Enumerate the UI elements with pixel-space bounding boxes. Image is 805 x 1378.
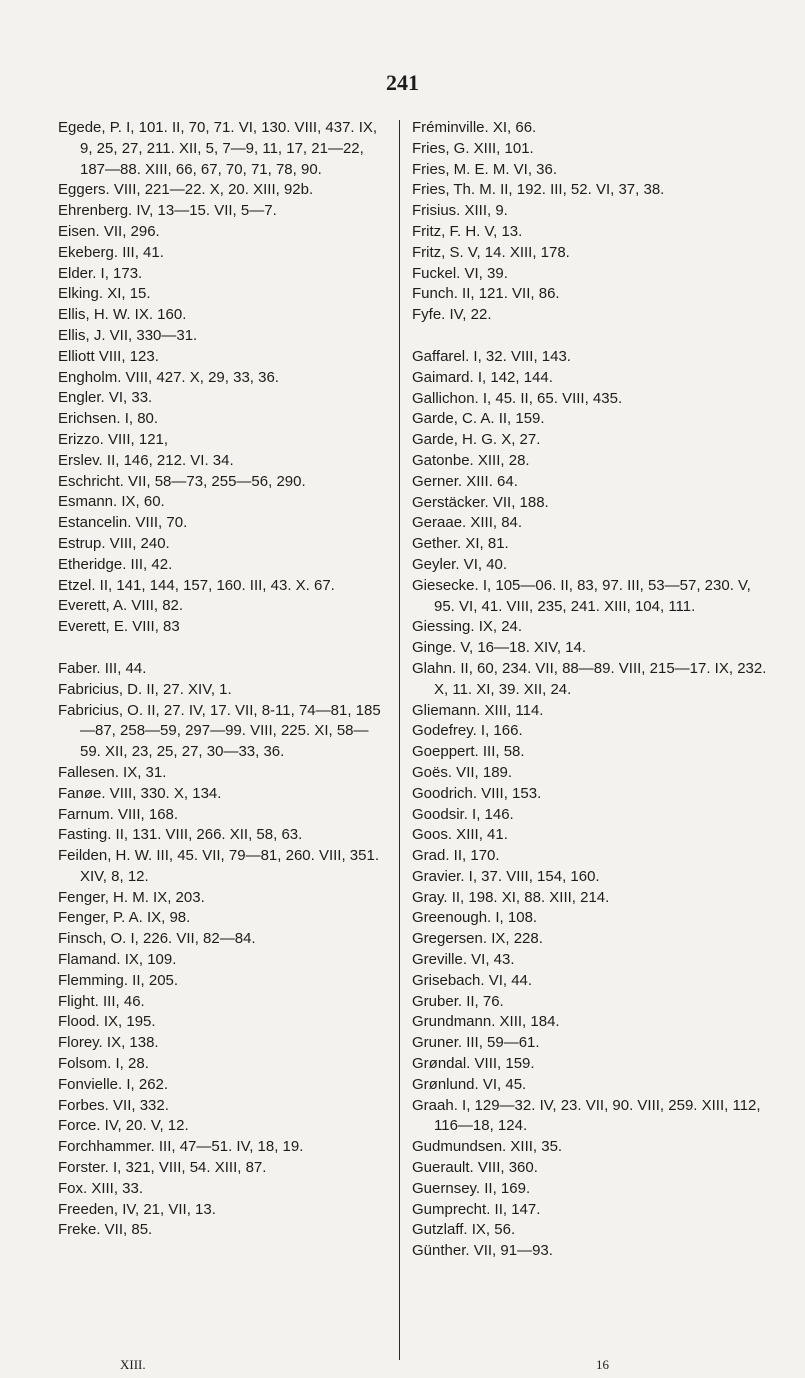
index-entry: Freke. VII, 85. (58, 1221, 153, 1239)
index-entry: Gray. II, 198. XI, 88. XIII, 214. (412, 888, 610, 906)
sheet-number: 16 (596, 1357, 609, 1372)
index-entry: Florey. IX, 138. (58, 1034, 159, 1052)
index-entry: Gallichon. I, 45. II, 65. VIII, 435. (412, 389, 623, 407)
index-entry: Finsch, O. I, 226. VII, 82—84. (58, 930, 256, 948)
index-entry: Giesecke. I, 105—06. II, 83, 97. III, 53—57, 230. V, 95. VI, 41. VIII, 235, 241. XIII, 104, 111. (412, 576, 751, 615)
index-entry: Force. IV, 20. V, 12. (58, 1117, 189, 1135)
index-entry: Fasting. II, 131. VIII, 266. XII, 58, 63. (58, 826, 303, 844)
index-entry: Freeden, IV, 21, VII, 13. (58, 1200, 216, 1218)
index-entry: Ginge. V, 16—18. XIV, 14. (412, 639, 587, 657)
index-entry: Forchhammer. III, 47—51. IV, 18, 19. (58, 1138, 304, 1156)
index-entry: Geyler. VI, 40. (412, 555, 508, 573)
index-entry: Glahn. II, 60, 234. VII, 88—89. VIII, 215—17. IX, 232. X, 11. XI, 39. XII, 24. (412, 659, 767, 698)
index-entry: Goos. XIII, 41. (412, 826, 508, 844)
index-entry: Goeppert. III, 58. (412, 743, 525, 761)
index-entry: Gutzlaff. IX, 56. (412, 1221, 516, 1239)
index-entry: Fenger, H. M. IX, 203. (58, 888, 205, 906)
index-entry: Goës. VII, 189. (412, 763, 513, 781)
index-entry: Grøndal. VIII, 159. (412, 1055, 535, 1073)
index-entry: Fréminville. XI, 66. (412, 119, 537, 136)
index-entry: Everett, A. VIII, 82. (58, 597, 184, 615)
index-entry: Gaimard. I, 142, 144. (412, 368, 553, 386)
index-entry: Engholm. VIII, 427. X, 29, 33, 36. (58, 368, 279, 386)
index-entry: Fries, Th. M. II, 192. III, 52. VI, 37, 38. (412, 181, 665, 199)
index-entry: Gruner. III, 59—61. (412, 1034, 540, 1052)
index-entry: Feilden, H. W. III, 45. VII, 79—81, 260. VIII, 351. XIV, 8, 12. (58, 847, 379, 885)
section-gap (58, 638, 388, 659)
signature-mark: XIII. (120, 1357, 146, 1372)
index-entry: Ellis, J. VII, 330—31. (58, 326, 198, 344)
index-entry: Gumprecht. II, 147. (412, 1200, 541, 1218)
index-entry: Frisius. XIII, 9. (412, 202, 508, 220)
index-entry: Greenough. I, 108. (412, 909, 538, 927)
index-entry: Elking. XI, 15. (58, 285, 151, 303)
left-index-column (58, 118, 388, 1241)
index-entry: Gaffarel. I, 32. VIII, 143. (412, 347, 571, 365)
index-entry: Flamand. IX, 109. (58, 951, 177, 969)
index-entry: Gregersen. IX, 228. (412, 930, 543, 948)
index-entry: Guerault. VIII, 360. (412, 1159, 538, 1177)
index-entry: Forbes. VII, 332. (58, 1096, 169, 1114)
index-entry: Eisen. VII, 296. (58, 222, 160, 240)
index-entry: Goodrich. VIII, 153. (412, 784, 542, 802)
index-entry: Estancelin. VIII, 70. (58, 514, 188, 532)
index-entry: Fonvielle. I, 262. (58, 1075, 169, 1093)
index-entry: Esmann. IX, 60. (58, 493, 165, 511)
index-entry: Graah. I, 129—32. IV, 23. VII, 90. VIII, 259. XIII, 112, 116—18, 124. (412, 1096, 761, 1135)
index-entry: Etzel. II, 141, 144, 157, 160. III, 43. X. 67. (58, 576, 335, 594)
index-entry: Fabricius, O. II, 27. IV, 17. VII, 8-11, 74—81, 185—87, 258—59, 297—99. VIII, 225. XI, 58—59. XII, 23, 25, 27, 30—33, 36. (58, 701, 381, 761)
index-entry: Guernsey. II, 169. (412, 1179, 531, 1197)
index-entry: Elliott VIII, 123. (58, 347, 159, 365)
page-number: 241 (386, 70, 419, 95)
index-entry: Gether. XI, 81. (412, 535, 509, 553)
index-entry: Garde, H. G. X, 27. (412, 431, 541, 449)
index-entry: Folsom. I, 28. (58, 1055, 149, 1073)
section-gap (412, 326, 772, 347)
index-entry: Geraae. XIII, 84. (412, 514, 523, 532)
index-entry: Erichsen. I, 80. (58, 410, 159, 428)
index-entry: Flemming. II, 205. (58, 971, 179, 989)
index-entry: Grundmann. XIII, 184. (412, 1013, 560, 1031)
index-entry: Grisebach. VI, 44. (412, 971, 533, 989)
index-entry: Ellis, H. W. IX. 160. (58, 306, 187, 324)
index-entry: Egede, P. I, 101. II, 70, 71. VI, 130. VIII, 437. IX, 9, 25, 27, 211. XII, 5, 7—9, 11, 17, 21—22, 187—88. XIII, 66, 67, 70, 71, 78, 90. (58, 119, 378, 178)
index-entry: Günther. VII, 91—93. (412, 1242, 553, 1260)
index-entry: Funch. II, 121. VII, 86. (412, 285, 560, 303)
index-entry: Gruber. II, 76. (412, 992, 504, 1010)
index-entry: Eschricht. VII, 58—73, 255—56, 290. (58, 472, 306, 490)
index-entry: Erslev. II, 146, 212. VI. 34. (58, 451, 234, 469)
index-entry: Erizzo. VIII, 121, (58, 430, 169, 448)
index-entry: Ekeberg. III, 41. (58, 243, 164, 261)
index-entry: Gerstäcker. VII, 188. (412, 493, 549, 511)
index-entry: Fyfe. IV, 22. (412, 306, 492, 324)
index-entry: Etheridge. III, 42. (58, 555, 173, 573)
index-entry: Estrup. VIII, 240. (58, 534, 170, 552)
index-entry: Godefrey. I, 166. (412, 722, 523, 740)
index-entry: Goodsir. I, 146. (412, 805, 514, 823)
index-entry: Fritz, S. V, 14. XIII, 178. (412, 243, 570, 261)
column-divider (399, 120, 400, 1360)
index-entry: Elder. I, 173. (58, 264, 143, 282)
index-entry: Fenger, P. A. IX, 98. (58, 909, 191, 927)
index-entry: Gatonbe. XIII, 28. (412, 451, 530, 469)
index-entry: Fritz, F. H. V, 13. (412, 222, 523, 240)
index-entry: Garde, C. A. II, 159. (412, 410, 545, 428)
index-entry: Flight. III, 46. (58, 992, 145, 1010)
index-entry: Grad. II, 170. (412, 847, 500, 865)
index-entry: Giessing. IX, 24. (412, 618, 523, 636)
index-entry: Fabricius, D. II, 27. XIV, 1. (58, 680, 232, 698)
index-entry: Fries, G. XIII, 101. (412, 139, 534, 157)
index-entry: Fox. XIII, 33. (58, 1179, 144, 1197)
index-entry: Eggers. VIII, 221—22. X, 20. XIII, 92b. (58, 181, 314, 199)
index-entry: Flood. IX, 195. (58, 1013, 156, 1031)
index-entry: Faber. III, 44. (58, 659, 147, 677)
index-entry: Fanøe. VIII, 330. X, 134. (58, 784, 222, 802)
index-entry: Gravier. I, 37. VIII, 154, 160. (412, 867, 600, 885)
index-entry: Fuckel. VI, 39. (412, 264, 508, 282)
index-entry: Engler. VI, 33. (58, 389, 153, 407)
index-entry: Greville. VI, 43. (412, 951, 515, 969)
index-entry: Grønlund. VI, 45. (412, 1075, 527, 1093)
index-entry: Gerner. XIII. 64. (412, 472, 518, 490)
index-entry: Fries, M. E. M. VI, 36. (412, 160, 558, 178)
index-entry: Gliemann. XIII, 114. (412, 701, 544, 719)
index-entry: Ehrenberg. IV, 13—15. VII, 5—7. (58, 202, 277, 220)
index-entry: Forster. I, 321, VIII, 54. XIII, 87. (58, 1159, 267, 1177)
index-entry: Farnum. VIII, 168. (58, 805, 179, 823)
index-entry: Gudmundsen. XIII, 35. (412, 1138, 563, 1156)
right-index-column (412, 118, 772, 1262)
index-entry: Everett, E. VIII, 83 (58, 618, 180, 636)
index-entry: Fallesen. IX, 31. (58, 763, 167, 781)
